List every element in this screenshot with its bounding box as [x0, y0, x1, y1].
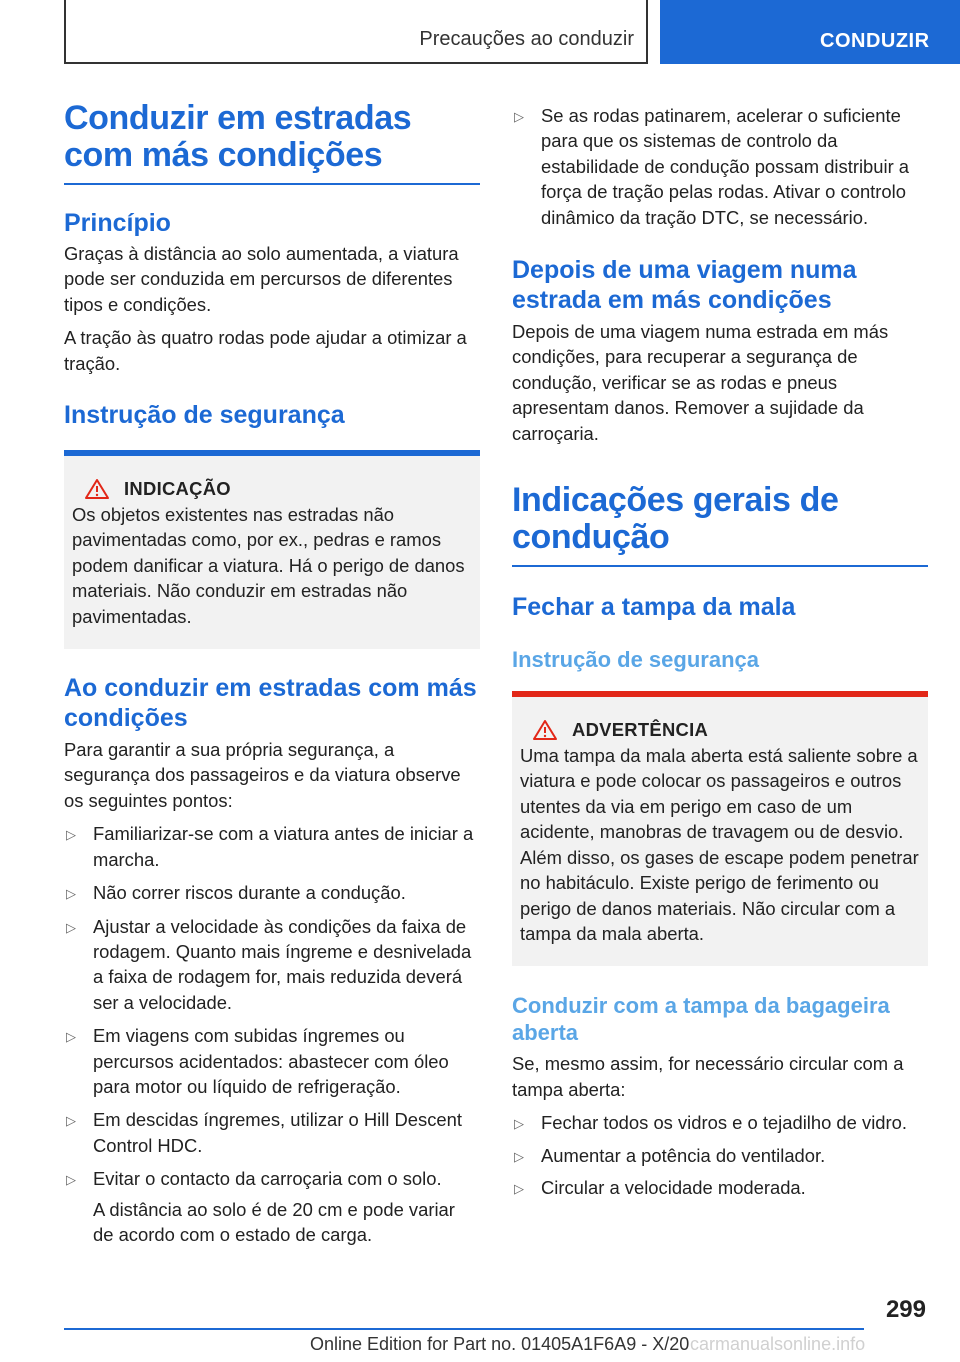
- footer-rule: [64, 1328, 864, 1330]
- watermark: carmanualsonline.info: [690, 1334, 866, 1354]
- principle-paragraph-2: A tração às quatro rodas pode ajudar a otimizar a tração.: [64, 327, 467, 374]
- list-item: ▷ Fechar todos os vidros e o tejadilho de vidro.: [512, 1110, 928, 1135]
- open-trunk-intro: Se, mesmo assim, for necessário circular com a tampa aberta:: [512, 1053, 904, 1100]
- traction-list: [512, 103, 928, 230]
- open-trunk-list: [512, 1110, 928, 1200]
- note-header: [72, 478, 472, 500]
- list-item: ▷ Se as rodas patinarem, acelerar o suficiente para que os sistemas de controlo da estabilidade de condução possam distribuir a força de tração pelas rodas. Ativar o controlo dinâmico da tração DTC, se necessário.: [514, 105, 910, 228]
- bullet-continuation: A distância ao solo é de 20 cm e pode variar de acordo com o estado de carga.: [93, 1198, 455, 1245]
- principle-paragraph-1: Graças à distância ao solo aumentada, a viatura pode ser conduzida em percursos de diferentes tipos e condições.: [64, 243, 459, 315]
- general-title-rule: [512, 565, 928, 567]
- triangle-bullet-icon: ▷: [66, 886, 76, 902]
- after-trip-heading: Depois de uma viagem numa estrada em más condições: [512, 256, 857, 315]
- list-item: ▷ Em descidas íngremes, utilizar o Hill Descent Control HDC.: [66, 1109, 462, 1156]
- safety-heading: Instrução de segurança: [64, 401, 345, 430]
- triangle-bullet-icon: ▷: [514, 1180, 524, 1196]
- triangle-bullet-icon: ▷: [66, 1172, 76, 1188]
- right-column: [512, 100, 928, 1200]
- note-box: [64, 450, 480, 649]
- page-number: 299: [885, 1296, 926, 1323]
- open-trunk-heading: Conduzir com a tampa da bagageira aberta: [512, 993, 890, 1046]
- triangle-bullet-icon: ▷: [514, 109, 524, 124]
- list-item: ▷ Circular a velocidade moderada.: [512, 1175, 928, 1200]
- principle-heading: Princípio: [64, 209, 171, 237]
- triangle-bullet-icon: ▷: [514, 1116, 524, 1132]
- triangle-bullet-icon: ▷: [66, 1029, 76, 1045]
- bad-roads-intro: Para garantir a sua própria segurança, a segurança dos passageiros e da viatura observe os seguintes pontos:: [64, 739, 461, 811]
- trunk-safety-heading: Instrução de segurança: [512, 647, 759, 673]
- warning-triangle-icon: [532, 719, 558, 741]
- left-column: [64, 100, 480, 1247]
- list-item: ▷ Não correr riscos durante a condução.: [64, 880, 480, 905]
- triangle-bullet-icon: ▷: [66, 1113, 76, 1129]
- main-title-bad-roads: Conduzir em estradas com más condições: [64, 99, 412, 174]
- list-item: ▷ Em viagens com subidas íngremes ou percursos acidentados: abastecer com óleo para motor ou líquido de refrigeração.: [66, 1025, 449, 1097]
- edition-info: Online Edition for Part no. 01405A1F6A9 - X/20: [310, 1334, 690, 1354]
- warning-label: ADVERTÊNCIA: [572, 719, 709, 741]
- note-label: INDICAÇÃO: [124, 478, 231, 500]
- header-chapter-tab: [64, 0, 648, 64]
- warning-header: [520, 719, 920, 741]
- warning-text: Uma tampa da mala aberta está saliente sobre a viatura e pode colocar os passageiros e outros utentes da via em perigo em caso de um acidente, manobras de travagem ou de desvio. Além disso, os gases de escape podem penetrar no habitáculo. Existe perigo de ferimento ou perigo de danos materiais. Não circular com a tampa da mala aberta.: [520, 745, 919, 944]
- bad-roads-heading: Ao conduzir em estradas com más condições: [64, 674, 477, 733]
- trunk-heading: Fechar a tampa da mala: [512, 593, 796, 622]
- triangle-bullet-icon: ▷: [66, 919, 76, 935]
- triangle-bullet-icon: ▷: [514, 1148, 524, 1164]
- chapter-title: Precauções ao conduzir: [419, 28, 634, 50]
- list-item: ▷ Familiarizar-se com a viatura antes de iniciar a marcha.: [66, 823, 474, 870]
- bad-roads-list: [64, 821, 480, 1247]
- note-text: Os objetos existentes nas estradas não pavimentadas como, por ex., pedras e ramos podem danificar a viatura. Há o perigo de danos materiais. Não conduzir em estradas não pavimentadas.: [72, 504, 465, 627]
- triangle-bullet-icon: ▷: [66, 827, 76, 843]
- header-section-tab: [660, 0, 960, 64]
- warning-box: [512, 691, 928, 966]
- general-driving-title: Indicações gerais de condução: [512, 481, 839, 557]
- list-item: ▷ Evitar o contacto da carroçaria com o solo. A distância ao solo é de 20 cm e pode variar de acordo com o estado de carga.: [64, 1166, 480, 1247]
- title-rule: [64, 183, 480, 185]
- list-item: ▷ Aumentar a potência do ventilador.: [512, 1143, 928, 1168]
- list-item: ▷ Ajustar a velocidade às condições da faixa de rodagem. Quanto mais íngreme e desnivelada a faixa de rodagem for, mais reduzida deverá ser a velocidade.: [66, 915, 472, 1013]
- after-trip-paragraph: Depois de uma viagem numa estrada em más condições, para recuperar a segurança de condução, verificar se as rodas e pneus apresentam danos. Remover a sujidade da carroçaria.: [512, 321, 889, 444]
- warning-triangle-icon: [84, 478, 110, 500]
- section-title: CONDUZIR: [820, 30, 930, 52]
